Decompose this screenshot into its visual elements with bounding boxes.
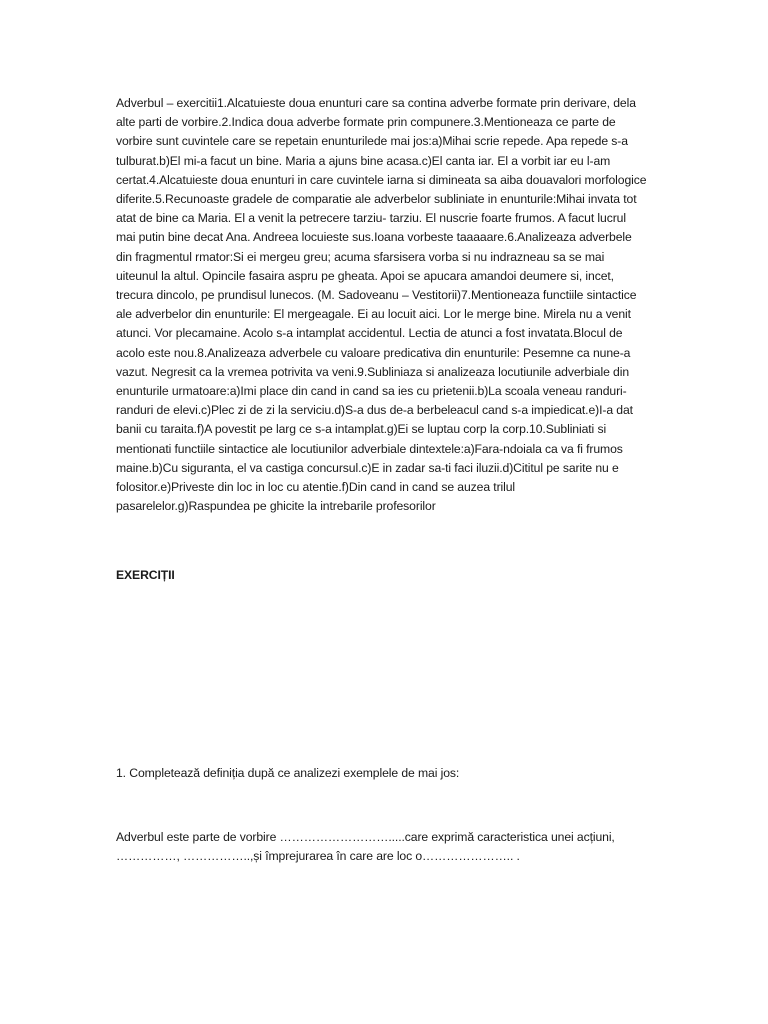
definition-fill-in: Adverbul este parte de vorbire ……………………….....care exprimă caracteristica unei acțiuni, ……………, ……………..,și împrejurarea în care are loc o………………….. . xyxy=(116,830,615,864)
section-heading: EXERCIȚII xyxy=(116,568,175,582)
question-1: 1. Completează definiția după ce analizezi exemplele de mai jos: xyxy=(116,766,460,780)
exercise-paragraph: Adverbul – exercitii1.Alcatuieste doua enunturi care sa contina adverbe formate prin derivare, dela alte parti de vorbire.2.Indica doua adverbe formate prin compunere.3.Mentioneaza ce parte de vorbire sunt cuvintele care se repetain enunturilede mai jos:a)Mihai scrie repede. Apa repede s-a tulburat.b)El mi-a facut un bine. Maria a ajuns bine acasa.c)El canta iar. El a vorbit iar eu l-am certat.4.Alcatuieste doua enunturi in care cuvintele iarna si dimineata sa aiba douavalori morfologice diferite.5.Recunoaste gradele de comparatie ale adverbelor subliniate in enunturile:Mihai invata tot atat de bine ca Maria. El a venit la petrecere tarziu- tarziu. El nuscrie foarte frumos. A facut lucrul mai putin bine decat Ana. Andreea locuieste sus.Ioana vorbeste taaaaare.6.Analizeaza adverbele din fragmentul rmator:Si ei mergeu greu; acuma sfarsisera vorba si nu indrazneau sa se mai uiteunul la altul. Opincile fasaira aspru pe gheata. Apoi se apucara amandoi deumere si, incet, trecura dincolo, pe prundisul lunecos. (M. Sadoveanu – Vestitorii)7.Mentioneaza functiile sintactice ale adverbelor din enunturile: El mergeagale. Ei au locuit aici. Lor le merge bine. Mirela nu a venit atunci. Vor plecamaine. Acolo s-a intamplat accidentul. Lectia de atunci a fost invatata.Blocul de acolo este nou.8.Analizeaza adverbele cu valoare predicativa din enunturile: Pesemne ca nune-a vazut. Negresit ca la vremea potrivita va veni.9.Subliniaza si analizeaza locutiunile adverbiale din enunturile urmatoare:a)Imi place din cand in cand sa ies cu prietenii.b)La scoala veneau randuri-randuri de elevi.c)Plec zi de zi la serviciu.d)S-a dus de-a berbeleacul cand s-a impiedicat.e)I-a dat banii cu taraita.f)A povestit pe larg ce s-a intamplat.g)Ei se luptau corp la corp.10.Subliniati si mentionati functiile sintactice ale locutiunilor adverbiale dintextele:a)Fara-ndoiala ca va fi frumos maine.b)Cu siguranta, el va castiga concursul.c)E in zadar sa-ti faci iluzii.d)Cititul pe sarite nu e folositor.e)Priveste din loc in loc cu atentie.f)Din cand in cand se auzea trilul pasarelelor.g)Raspundea pe ghicite la intrebarile profesorilor xyxy=(116,96,647,514)
